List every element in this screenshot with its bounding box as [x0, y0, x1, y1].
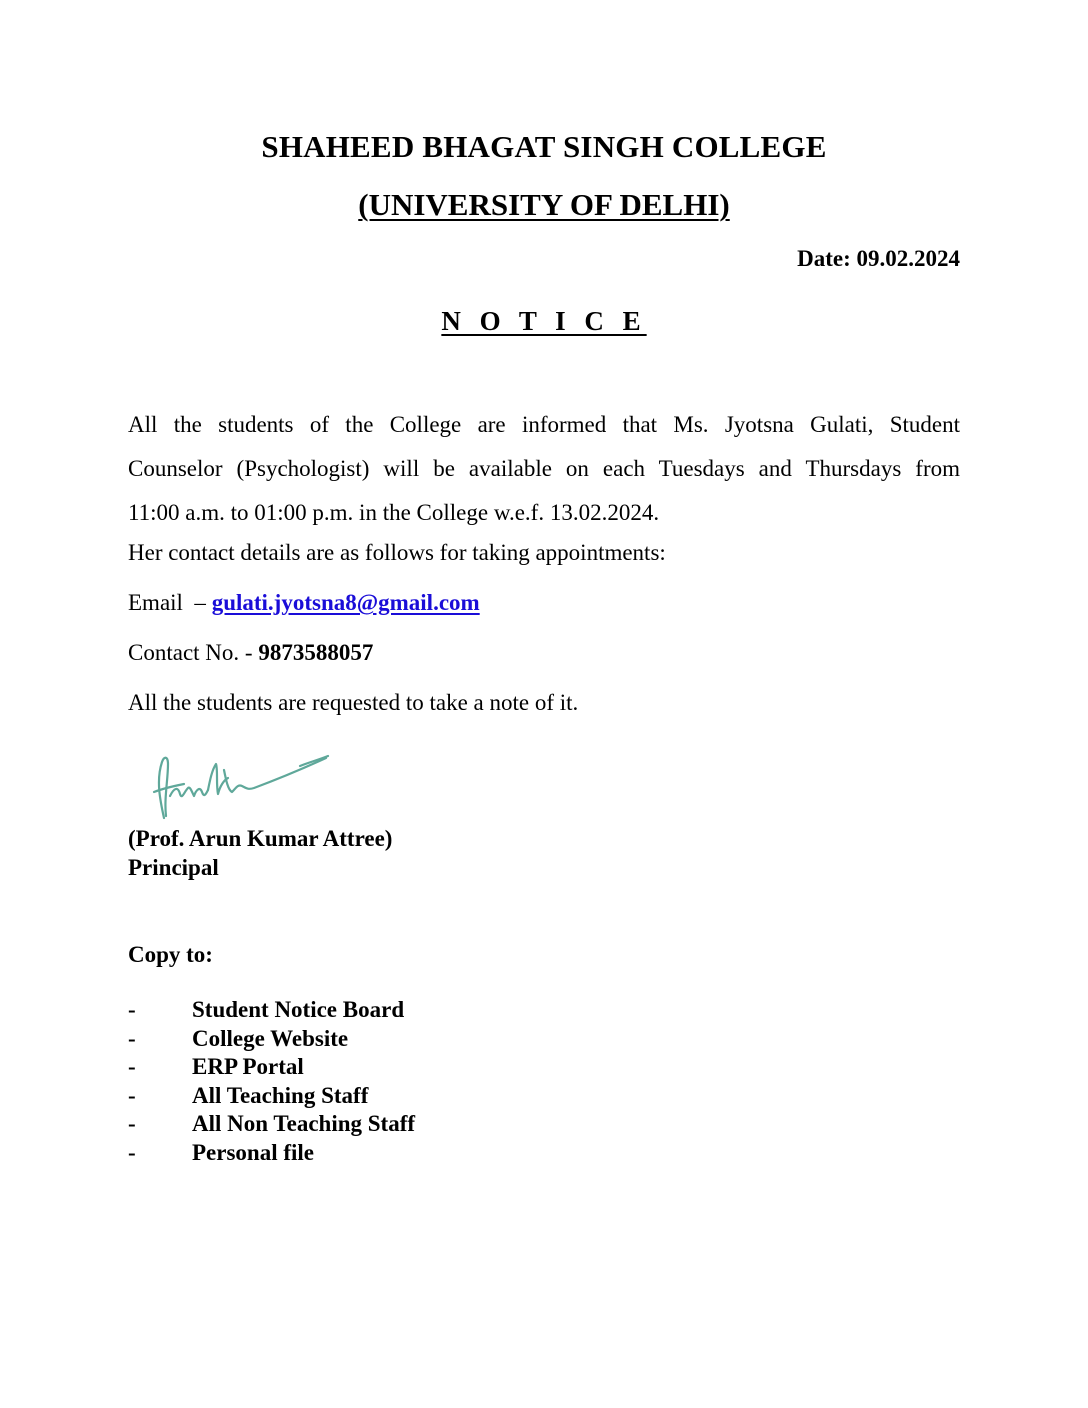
- signatory-title: Principal: [128, 855, 219, 880]
- list-item: [128, 1082, 415, 1111]
- contact-label: Contact No. -: [128, 640, 259, 665]
- list-bullet: -: [128, 1025, 136, 1051]
- copy-to-item: All Teaching Staff: [192, 1082, 369, 1108]
- contact-intro: Her contact details are as follows for taking appointments:: [128, 540, 666, 565]
- list-item: [128, 1139, 415, 1168]
- list-bullet: -: [128, 997, 136, 1022]
- college-name: SHAHEED BHAGAT SINGH COLLEGE: [261, 129, 827, 164]
- notice-heading-text: N O T I C E: [441, 306, 647, 336]
- notice-paragraph-main: [128, 403, 960, 535]
- list-item: [128, 996, 415, 1025]
- copy-to-item: ERP Portal: [192, 1054, 304, 1079]
- notice-date: Date: 09.02.2024: [797, 246, 960, 271]
- contact-number: 9873588057: [258, 640, 374, 665]
- closing-note: All the students are requested to take a note of it.: [128, 690, 579, 715]
- list-bullet: -: [128, 1139, 136, 1165]
- list-bullet: -: [128, 1082, 136, 1108]
- email-label: Email –: [128, 590, 212, 615]
- list-item: [128, 1025, 415, 1054]
- university-name-text: (UNIVERSITY OF DELHI): [358, 187, 730, 222]
- paragraph-line: All the students of the College are informed that Ms. Jyotsna Gulati, Student: [128, 412, 960, 437]
- signatory-block: [128, 824, 392, 882]
- list-bullet: -: [128, 1054, 136, 1079]
- signatory-name: (Prof. Arun Kumar Attree): [128, 826, 393, 851]
- copy-to-item: College Website: [192, 1025, 349, 1051]
- copy-to-item: All Non Teaching Staff: [192, 1111, 416, 1136]
- list-bullet: -: [128, 1111, 136, 1136]
- copy-to-item: Student Notice Board: [192, 997, 405, 1022]
- copy-to-item: Personal file: [192, 1139, 314, 1165]
- signature-image: [150, 740, 340, 830]
- notice-heading: [0, 304, 1088, 338]
- email-row: [128, 588, 960, 618]
- list-item: [128, 1110, 415, 1139]
- copy-to-heading: Copy to:: [128, 942, 213, 967]
- university-name: [0, 186, 1088, 224]
- contact-row: [128, 638, 960, 668]
- email-link[interactable]: gulati.jyotsna8@gmail.com: [211, 590, 480, 615]
- paragraph-line: Counselor (Psychologist) will be available on each Tuesdays and Thursdays from: [128, 456, 960, 481]
- list-item: [128, 1053, 415, 1082]
- copy-to-list: [128, 996, 415, 1167]
- paragraph-line: 11:00 a.m. to 01:00 p.m. in the College w.e.f. 13.02.2024.: [128, 500, 660, 525]
